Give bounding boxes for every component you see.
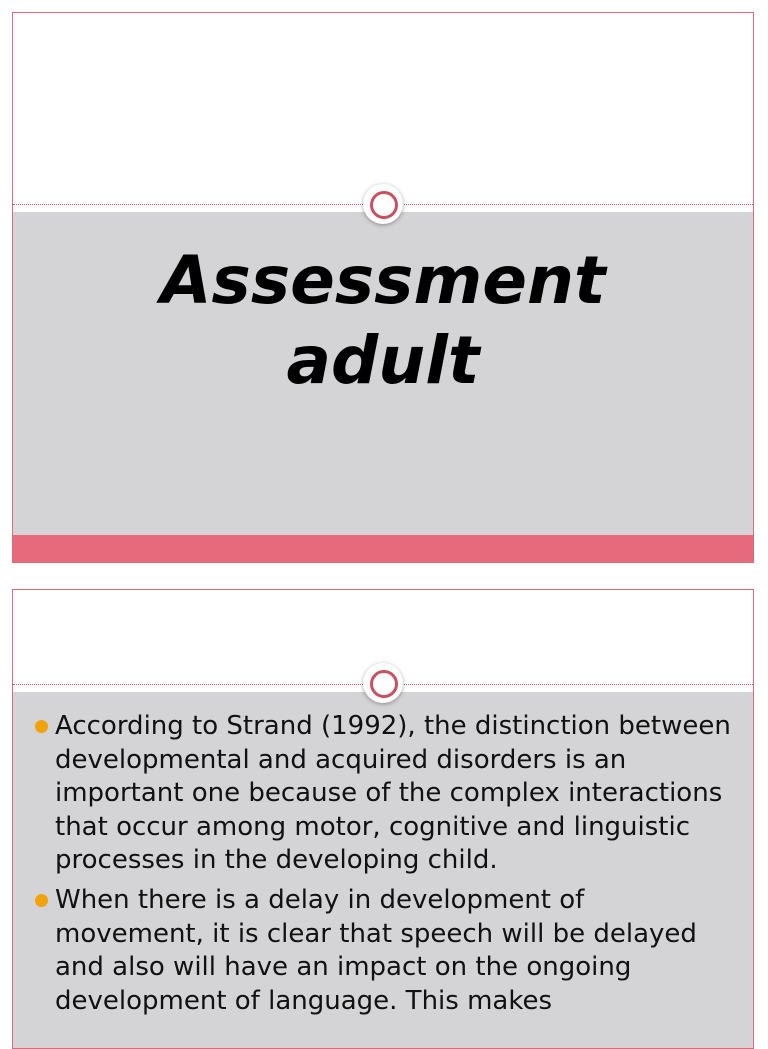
ring-ornament-icon (363, 184, 403, 224)
title-line-2: adult (286, 322, 480, 399)
bullet-text: According to Strand (1992), the distinction between developmental and acquired disorders is an important one because of the complex interactions that occur among motor, cognitive and linguistic processes in the developing child. (55, 711, 731, 876)
accent-bar (13, 535, 753, 562)
bullet-dot-icon (35, 720, 48, 733)
bullet-text: When there is a delay in development of movement, it is clear that speech will be delayed and also will have an impact on the ongoing development of language. This makes (55, 884, 697, 1016)
ring-ornament-icon (363, 663, 403, 703)
bullet-list (33, 710, 739, 1024)
bullet-dot-icon (35, 894, 48, 907)
slide-top-band (13, 13, 753, 204)
title-slide (12, 12, 754, 563)
title-line-1: Assessment (160, 242, 606, 319)
content-slide (12, 589, 754, 1049)
slide-title (13, 241, 753, 401)
bullet-item (33, 884, 739, 1018)
bullet-item (33, 710, 739, 878)
